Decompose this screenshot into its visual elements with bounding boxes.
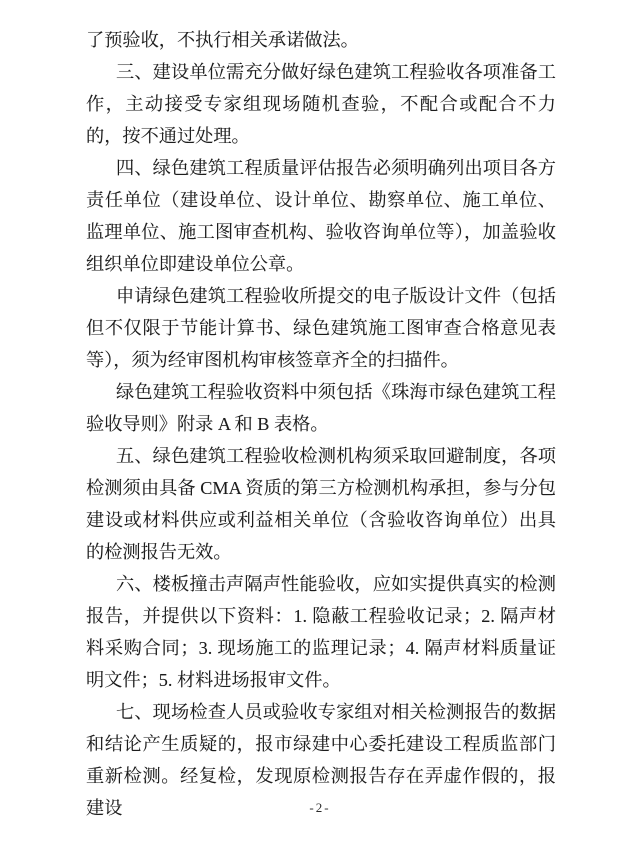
paragraph-item-6: 六、楼板撞击声隔声性能验收，应如实提供真实的检测报告，并提供以下资料：1. 隐蔽工程验收记录；2. 隔声材料采购合同；3. 现场施工的监理记录；4. 隔声材料质量证明文件；5. 材料进场报审文件。 [86,574,556,690]
page-number: -2- [309,800,331,815]
paragraph-item-5: 五、绿色建筑工程验收检测机构须采取回避制度，各项检测须由具备 CMA 资质的第三方检测机构承担，参与分包建设或材料供应或利益相关单位（含验收咨询单位）出具的检测报告无效。 [86,446,556,562]
paragraph-item-3: 三、建设单位需充分做好绿色建筑工程验收各项准备工作，主动接受专家组现场随机查验，不配合或配合不力的，按不通过处理。 [86,62,556,146]
paragraph-item-4: 四、绿色建筑工程质量评估报告必须明确列出项目各方责任单位（建设单位、设计单位、勘察单位、施工单位、监理单位、施工图审查机构、验收咨询单位等），加盖验收组织单位即建设单位公章。 [86,158,556,274]
paragraph-continuation: 了预验收，不执行相关承诺做法。 [86,30,359,50]
paragraph-item-4-sub-2: 绿色建筑工程验收资料中须包括《珠海市绿色建筑工程验收导则》附录 A 和 B 表格。 [86,382,556,434]
paragraph-item-7: 七、现场检查人员或验收专家组对相关检测报告的数据和结论产生质疑的，报市绿建中心委托建设工程质监部门重新检测。经复检，发现原检测报告存在弄虚作假的，报建设 [86,702,556,818]
paragraph-item-4-sub-1: 申请绿色建筑工程验收所提交的电子版设计文件（包括但不仅限于节能计算书、绿色建筑施工图审查合格意见表等），须为经审图机构审核签章齐全的扫描件。 [86,286,556,370]
document-body [86,24,556,824]
